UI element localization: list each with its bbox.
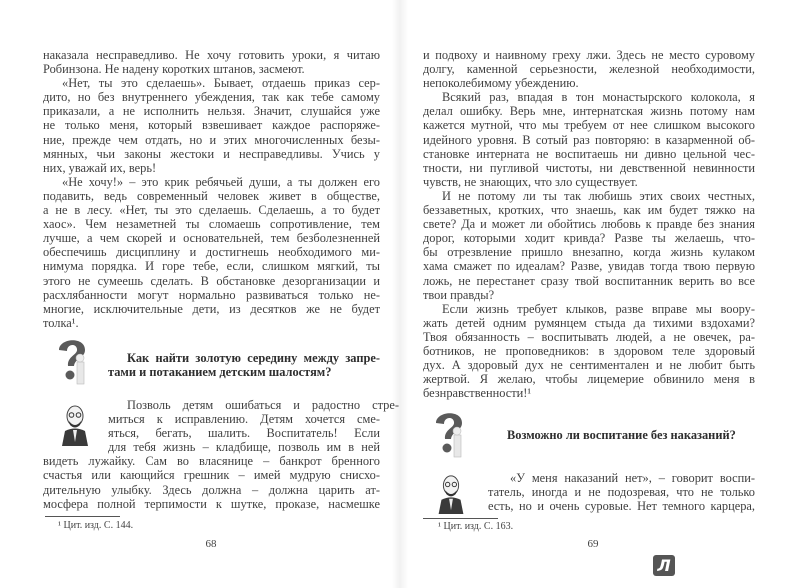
text-line: Возможно ли воспитание без наказаний?: [507, 428, 736, 442]
text-line: делал ошибку. Верь мне, интернатская жизнь потому нам: [423, 104, 755, 119]
text-line: «Не хочу!» – это крик ребячьей души, а ты должен его: [62, 174, 380, 189]
publisher-logo: Л: [653, 555, 675, 576]
text-line: бы отрезвление пришло внезапно, когда жизнь кулаком: [423, 245, 755, 260]
text-line: хаос». Чем незаметней ты сломаешь сопротивление, тем: [43, 217, 380, 232]
text-line: Если жизнь требует клыков, разве вправе мы воору-: [442, 301, 755, 316]
text-line: «Нет, ты это сделаешь». Бывает, отдаешь приказ сер-: [62, 76, 380, 91]
text-line: ботников, не проповедников: в здоровом теле здоровый: [423, 343, 755, 358]
text-line: не только меня, который взвешивает каждое распоряже-: [43, 118, 380, 133]
text-line: беззаветных, кротких, что знаешь, как им будет тяжко на: [423, 203, 755, 218]
text-line: жать детей одним румянцем стыда да тихими вздохами?: [423, 315, 755, 330]
text-line: них, уважай их, верь!: [43, 160, 157, 175]
text-line: приказали, а не исполнить нельзя. Значит, слушайся уже: [43, 104, 380, 119]
left-footnote: ¹ Цит. изд. С. 144.: [58, 520, 134, 531]
question-mark-figure-icon: [55, 336, 91, 388]
text-line: хама смажет по идеалам? Разве, увидав тогда твою первую: [423, 259, 755, 274]
text-line: а не в лесу. «Нет, ты это сделаешь. Сделаешь, а то будет: [43, 203, 380, 218]
text-line: миться к исправлению. Детям хочется сме-: [108, 412, 380, 427]
text-line: для тебя жизнь – кладбище, позволь им в ней: [108, 440, 380, 455]
text-line: ние, прежде чем отдать, но и этих многочисленных безы-: [43, 132, 380, 147]
text-line: становке интерната не воспитаешь ни дивно цельной чес-: [423, 146, 755, 161]
left-answer-text: [43, 398, 399, 511]
left-main-text: [43, 48, 380, 330]
text-line: есть, но и очень суровые. Нет темного карцера,: [488, 499, 755, 514]
text-line: расхлябанности могут нормально развиваться только не-: [43, 287, 380, 302]
text-line: Как найти золотую середину между запре-: [127, 351, 380, 365]
text-line: дительную улыбку. Здесь должна – должна царить ат-: [43, 482, 380, 497]
text-line: дух. А здоровый дух не сентиментален и не любит быть: [423, 358, 755, 373]
text-line: тами и потаканием детским шалостям?: [108, 365, 332, 380]
footnote-rule: [423, 518, 498, 519]
text-line: жертвой. Я желаю, чтобы лицемерие обвинило меня в: [423, 372, 755, 387]
text-line: дито, но без внутреннего убеждения, так как тебе самому: [43, 90, 380, 105]
text-line: И не потому ли ты так любишь этих своих честных,: [442, 188, 755, 203]
question-mark-figure-icon: [432, 409, 468, 461]
right-question-heading: [507, 428, 747, 442]
text-line: чувств, не знающих, что зло существует.: [423, 174, 638, 189]
footnote-rule: [45, 516, 120, 517]
text-line: ложь, не перестанет сразу твой воспитанник верить во все: [423, 273, 755, 288]
text-line: обеспечишь дисциплину и достигнешь необходимого ми-: [43, 245, 380, 260]
text-line: «У меня наказаний нет», – говорит воспи-: [510, 471, 755, 485]
text-line: свете? Да и может ли обойтись любовь к правде без знания: [423, 217, 755, 232]
text-line: этого не сумеешь сделать. В обстановке дезорганизации и: [43, 273, 380, 288]
book-gutter: [392, 0, 408, 588]
text-line: дорог, которыми ходит кривда? Разве ты желаешь, что-: [423, 231, 755, 246]
text-line: идейного уровня. В сотый раз повторяю: в казарменной об-: [423, 132, 755, 147]
right-answer-text: [488, 471, 755, 513]
text-line: кажется мутной, что мы требуем от нее слишком высокого: [423, 118, 755, 133]
text-line: Твоя обязанность – воспитывать людей, а не овечек, ра-: [423, 329, 755, 344]
text-line: подавить, ведь современный человек живет в обществе,: [43, 188, 380, 203]
text-line: и подвоху и наивному греху лжи. Здесь не место суровому: [423, 48, 755, 62]
text-line: видеть лужайку. Сам во власянице – банкрот бренного: [43, 454, 380, 469]
page-number-right: 69: [587, 538, 599, 550]
right-footnote: ¹ Цит. изд. С. 163.: [438, 521, 514, 532]
korczak-portrait-icon: [436, 474, 466, 514]
text-line: толка¹.: [43, 315, 79, 330]
text-line: мянных, чьи законы жестоки и несправедливы. Учись у: [43, 146, 380, 161]
text-line: долгу, каменной серьезности, железной необходимости,: [423, 62, 755, 77]
right-main-text: [423, 48, 755, 400]
text-line: безнравственности!¹: [423, 386, 532, 401]
text-line: Робинзона. Не надену коротких штанов, засмеют.: [43, 62, 305, 77]
left-question-heading: [108, 351, 380, 379]
text-line: татель, иногда и не подозревая, что не только: [488, 485, 755, 500]
text-line: твои правды?: [423, 287, 495, 302]
text-line: нимума порядка. И горе тебе, если, слишком мягкий, ты: [43, 259, 380, 274]
text-line: Позволь детям ошибаться и радостно стре-: [127, 398, 399, 412]
text-line: наказала несправедливо. Не хочу готовить уроки, я читаю: [43, 48, 380, 62]
text-line: мосфера полной терпимости к шутке, проказе, насмешке: [43, 496, 380, 511]
page-number-left: 68: [205, 538, 217, 550]
text-line: яться, бегать, шалить. Воспитатель! Если: [108, 426, 380, 441]
text-line: непоколебимому убеждению.: [423, 76, 579, 91]
text-line: счастья или кающийся грешник – имей мудрую снисхо-: [43, 468, 380, 483]
text-line: лучше, а чем скорей и основательней, тем безболезненней: [43, 231, 380, 246]
text-line: многие, исключительные дети, из десятков же не будет: [43, 301, 380, 316]
text-line: Всякий раз, впадая в тон монастырского колокола, я: [442, 90, 755, 105]
text-line: тности, ни пугливой чистоты, ни девственной невинности: [423, 160, 755, 175]
